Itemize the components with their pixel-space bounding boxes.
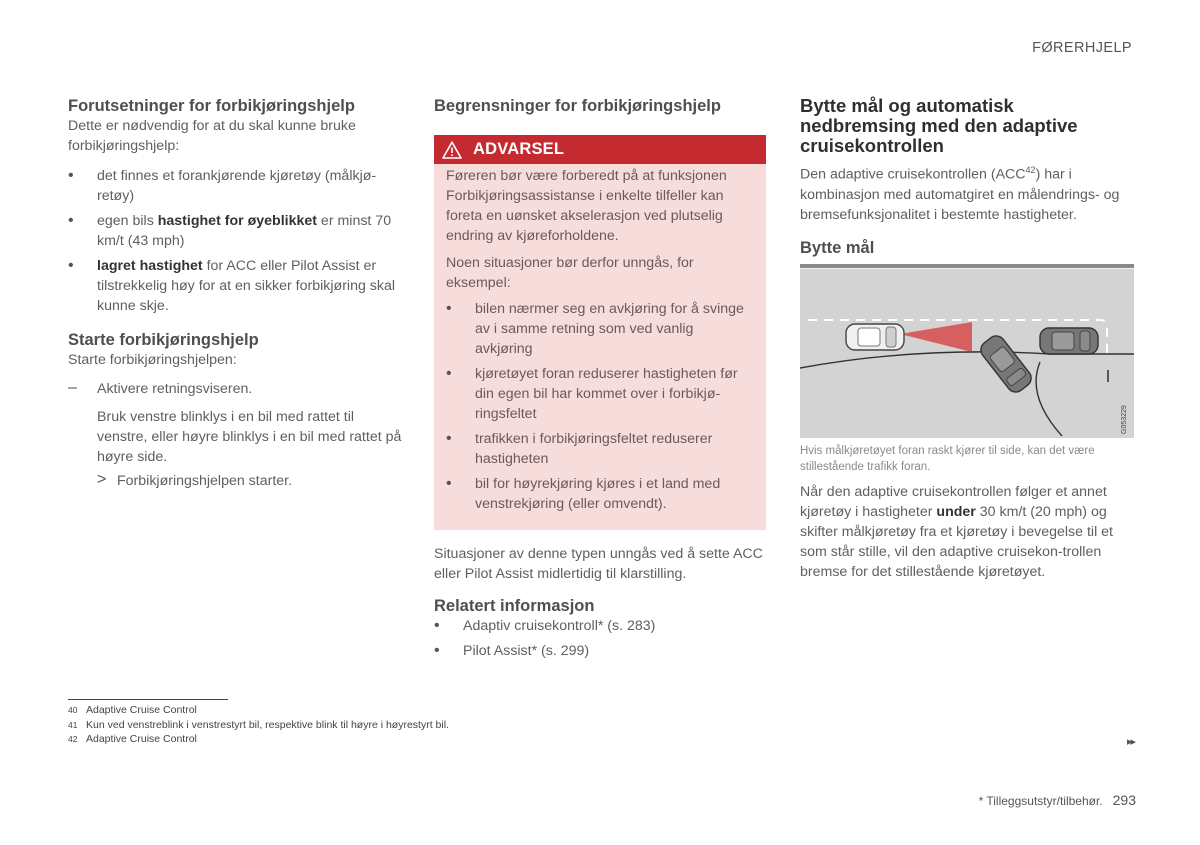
stationary-car-icon (1040, 328, 1098, 354)
related-list (434, 616, 768, 661)
step-item (68, 379, 408, 399)
target-change-body: Når den adaptive cruisekontrollen følger et annet kjøretøy i hastigheter under 30 km/t (20 mph) og skifter målkjøretøy fra et kjøretøy i bevegelse til et som står stille, vil den adaptive cruisekon-trollen bremse for det stillestående kjøretøyet. (800, 483, 1113, 580)
warning-box (434, 135, 766, 530)
figure-code: G053229 (1121, 404, 1128, 434)
list-item: • egen bils hastighet for øyeblikket er minst 70 km/t (43 mph) (68, 211, 408, 251)
section-header: FØRERHJELP (1032, 40, 1132, 56)
column-target-change (800, 96, 1134, 582)
prerequisites-list (68, 166, 408, 316)
footnote-divider (68, 699, 228, 700)
related-link[interactable]: • Adaptiv cruisekontroll* (s. 283) (434, 616, 768, 636)
page-footer (979, 792, 1136, 808)
related-link[interactable]: • Pilot Assist* (s. 299) (434, 641, 768, 661)
page-number: 293 (1112, 792, 1136, 808)
column-prerequisites (68, 96, 408, 491)
warning-list (446, 299, 754, 514)
heading-related: Relatert informasjon (434, 597, 595, 615)
road-illustration (800, 264, 1134, 438)
figure-caption: Hvis målkjøretøyet foran raskt kjører til side, kan det være stillestående trafikk foran. (800, 444, 1095, 473)
target-change-intro: Den adaptive cruisekontrollen (ACC$^{42}$) har i kombinasjon med automatgiret en målendrings- og bremsefunksjonalitet i bestemte hastigheter. (800, 165, 1120, 223)
heading-start: Starte forbikjøringshjelp (68, 331, 259, 349)
step-dash: – (68, 379, 77, 396)
column-limitations (434, 96, 768, 666)
next-page-icon[interactable]: ▸▸ (1126, 736, 1134, 748)
list-item: • lagret hastighet for ACC eller Pilot Assist er tilstrekkelig høy for at en sikker forbikjøring skal kunne skje. (68, 256, 408, 316)
heading-limitations: Begrensninger for forbikjøringshjelp (434, 97, 721, 115)
own-car-icon (846, 324, 904, 350)
prerequisites-intro: Dette er nødvendig for at du skal kunne bruke forbikjøringshjelp: (68, 118, 356, 154)
limitations-note: Situasjoner av denne typen unngås ved å sette ACC eller Pilot Assist midlertidig til klarstilling. (434, 546, 763, 582)
warning-paragraph: Noen situasjoner bør derfor unngås, for eksempel: (446, 255, 694, 291)
list-item: • bil for høyrekjøring kjøres i et land med venstrekjøring (eller omvendt). (446, 474, 754, 514)
heading-target-change: Bytte mål og automatisk nedbremsing med den adaptive cruisekontrollen (800, 95, 1078, 156)
footnote: 41 Kun ved venstreblink i venstrestyrt bil, respektive blink til høyre i høyrestyrt bil. (68, 718, 449, 731)
warning-body (434, 164, 766, 530)
list-item: • kjøretøyet foran reduserer hastigheten før din egen bil har kommet over i forbikjø-ringsfeltet (446, 364, 754, 424)
warning-triangle-icon (442, 141, 462, 159)
warning-paragraph: Føreren bør være forberedt på at funksjonen Forbikjøringsassistanse i enkelte tilfeller kan foreta en uønsket akselerasjon ved plutselig endring av kjøreforholdene. (446, 168, 727, 244)
footnote: 40 Adaptive Cruise Control (68, 704, 197, 716)
warning-title: ADVARSEL (473, 140, 565, 158)
start-intro: Starte forbikjøringshjelpen: (68, 352, 237, 368)
result-marker: > (97, 471, 107, 488)
step-result (68, 471, 408, 491)
heading-bytte-mal: Bytte mål (800, 238, 875, 257)
list-item: • bilen nærmer seg en avkjøring for å svinge av i samme retning som ved vanlig avkjøring (446, 299, 754, 359)
result-text: Forbikjøringshjelpen starter. (117, 473, 293, 489)
footnote: 42 Adaptive Cruise Control (68, 733, 197, 745)
heading-prerequisites: Forutsetninger for forbikjøringshjelp (68, 97, 355, 115)
footnotes (68, 703, 449, 747)
warning-header (434, 135, 766, 164)
step-text: Aktivere retningsviseren. (97, 381, 253, 397)
step-detail: Bruk venstre blinklys i en bil med rattet til venstre, eller høyre blinklys i en bil med rattet på høyre side. (97, 409, 402, 465)
list-item: • det finnes et forankjørende kjøretøy (målkjø-retøy) (68, 166, 408, 206)
list-item: • trafikken i forbikjøringsfeltet reduserer hastigheten (446, 429, 754, 469)
accessory-note: * Tilleggsutstyr/tilbehør. (978, 794, 1103, 808)
